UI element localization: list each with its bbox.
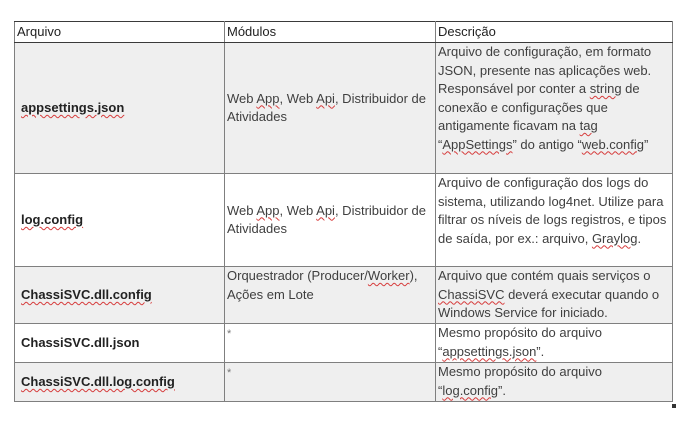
file-name: appsettings.json bbox=[21, 99, 125, 115]
description-text: string bbox=[589, 81, 622, 96]
modules-text: , Distribuidor de Atividades bbox=[227, 90, 426, 124]
description-text: ” do antigo “ bbox=[512, 136, 582, 152]
header-modulos: Módulos bbox=[225, 22, 436, 43]
table-header-row bbox=[15, 22, 673, 43]
file-name: ChassiSVC.dll.log.config bbox=[21, 373, 175, 389]
modules-text: App bbox=[256, 202, 280, 218]
header-descricao: Descrição bbox=[436, 22, 673, 43]
description-cell bbox=[436, 174, 673, 267]
description-text: ChassiSVC bbox=[438, 286, 505, 302]
description-text: Mesmo propósito do arquivo “ bbox=[438, 364, 603, 398]
file-name-cell bbox=[15, 174, 225, 267]
file-name: ChassiSVC.dll.config bbox=[21, 286, 152, 302]
modules-text: * bbox=[227, 328, 232, 340]
modules-text: Orquestrador (Producer/ bbox=[227, 268, 368, 283]
modules-text: ), Ações em Lote bbox=[227, 268, 418, 302]
config-files-table bbox=[14, 21, 673, 402]
file-name: log.config bbox=[21, 211, 84, 227]
file-name: ChassiSVC.dll.json bbox=[21, 334, 140, 350]
table-row bbox=[15, 43, 673, 174]
modules-cell bbox=[225, 363, 436, 402]
file-name-cell bbox=[15, 324, 225, 363]
description-text: ”. bbox=[536, 343, 545, 359]
description-text: AppSettings bbox=[442, 136, 513, 152]
table-row bbox=[15, 267, 673, 324]
modules-cell bbox=[225, 267, 436, 324]
table-row bbox=[15, 363, 673, 402]
description-text: log.config bbox=[442, 382, 498, 398]
table-resize-handle[interactable] bbox=[672, 404, 676, 408]
modules-cell bbox=[225, 174, 436, 267]
description-text: Arquivo de configuração, em formato JSON, presente nas aplicações web. Responsável por conter a bbox=[438, 44, 652, 96]
description-text: Arquivo que contém quais serviços o bbox=[438, 268, 651, 283]
description-text: ” bbox=[643, 136, 649, 152]
modules-text: Api bbox=[316, 90, 335, 106]
file-name-cell bbox=[15, 267, 225, 324]
description-cell bbox=[436, 43, 673, 174]
description-text: deverá executar quando o Windows Service for iniciado. bbox=[438, 286, 660, 320]
description-text: appsettings.json bbox=[442, 343, 537, 359]
modules-text: Web bbox=[227, 90, 257, 106]
description-text: “ bbox=[438, 136, 443, 152]
description-text: web.config bbox=[581, 136, 644, 152]
description-text: tag bbox=[579, 118, 598, 133]
modules-text: , Web bbox=[279, 202, 317, 218]
modules-text: , Distribuidor de Atividades bbox=[227, 202, 426, 236]
modules-text: Api bbox=[316, 202, 335, 218]
modules-text: Worker bbox=[367, 268, 410, 283]
modules-text: App bbox=[256, 90, 280, 106]
description-text: de conexão e configurações que antigamente ficavam na bbox=[438, 81, 640, 133]
description-text: . bbox=[637, 230, 642, 246]
description-text: ”. bbox=[498, 382, 506, 398]
description-cell bbox=[436, 267, 673, 324]
description-text: Graylog bbox=[591, 230, 638, 246]
modules-cell bbox=[225, 43, 436, 174]
file-name-cell bbox=[15, 43, 225, 174]
header-arquivo: Arquivo bbox=[15, 22, 225, 43]
modules-text: * bbox=[227, 367, 232, 379]
modules-text: Web bbox=[227, 202, 257, 218]
description-text: Arquivo de configuração dos logs do sistema, utilizando log4net. Utilize para filtrar os níveis de logs registros, e tipos de saída, por ex.: arquivo, bbox=[438, 175, 667, 246]
description-cell bbox=[436, 324, 673, 363]
file-name-cell bbox=[15, 363, 225, 402]
description-cell bbox=[436, 363, 673, 402]
modules-text: , Web bbox=[279, 90, 317, 106]
description-text: Mesmo propósito do arquivo “ bbox=[438, 325, 603, 359]
modules-cell bbox=[225, 324, 436, 363]
table-row bbox=[15, 174, 673, 267]
table-row bbox=[15, 324, 673, 363]
